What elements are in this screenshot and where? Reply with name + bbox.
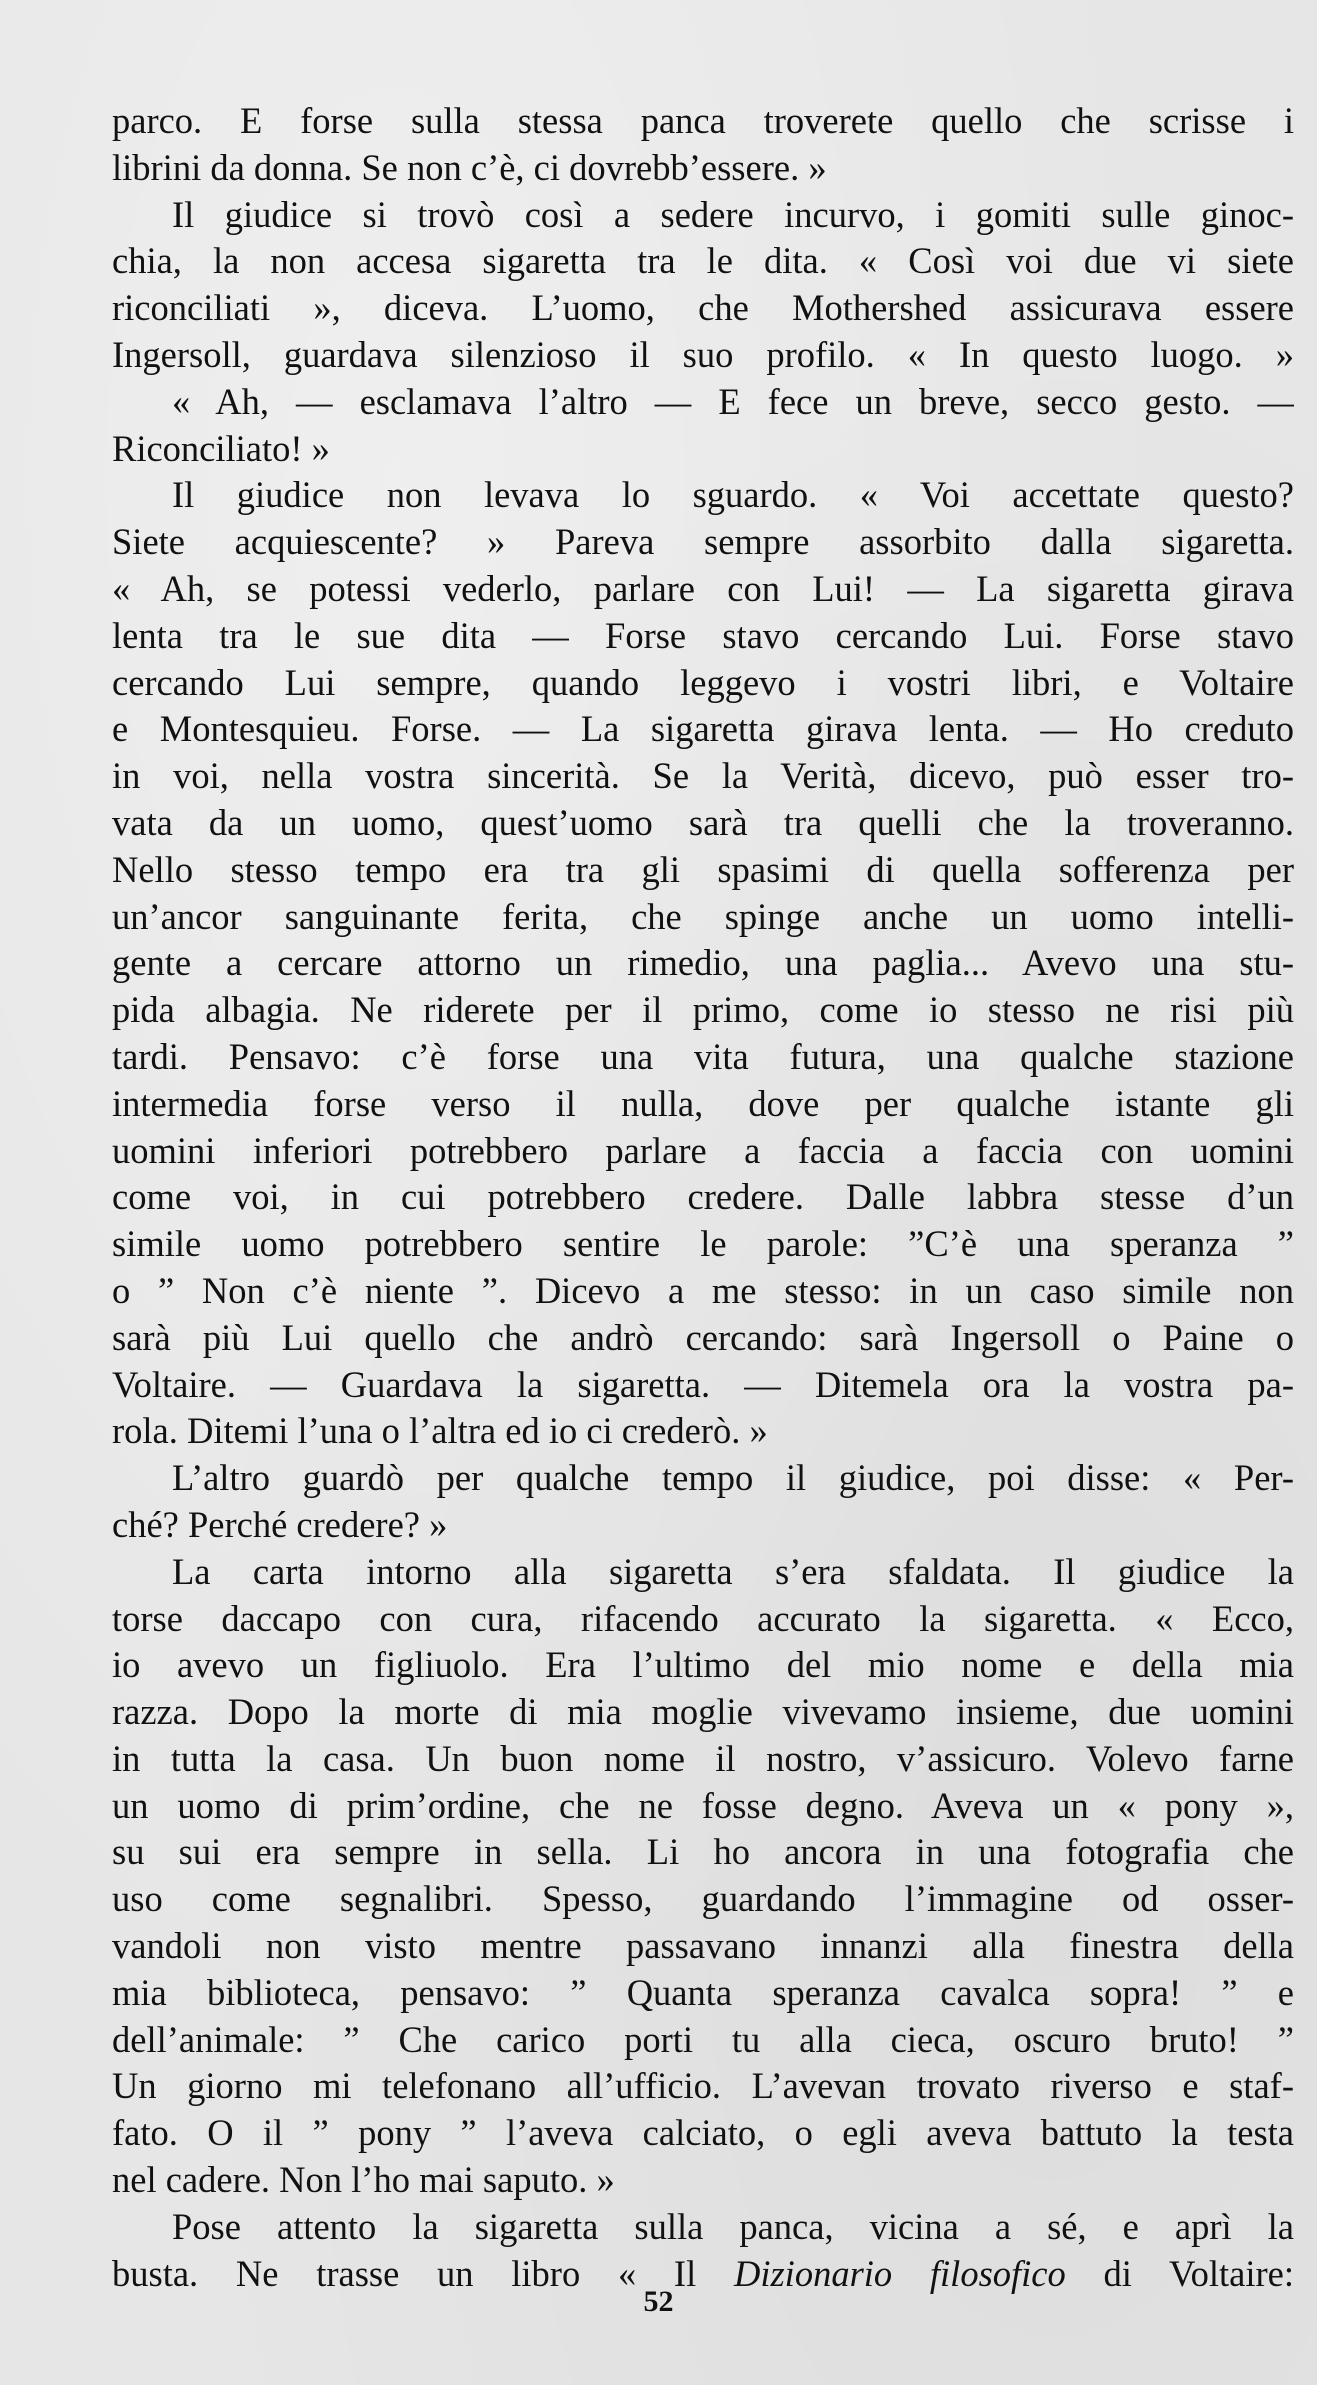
text-line: mia biblioteca, pensavo: ” Quanta speranza cavalca sopra! ” e xyxy=(112,1971,1294,2013)
text-line: lenta tra le sue dita — Forse stavo cercando Lui. Forse stavo xyxy=(112,614,1294,656)
text-line: intermedia forse verso il nulla, dove per qualche istante gli xyxy=(112,1082,1294,1124)
text-line: uso come segnalibri. Spesso, guardando l’immagine od osser- xyxy=(112,1878,1294,1920)
text-line: pida albagia. Ne riderete per il primo, come io stesso ne risi più xyxy=(112,989,1294,1031)
text-line: un uomo di prim’ordine, che ne fosse degno. Aveva un « pony », xyxy=(112,1784,1294,1826)
text-line: uomini inferiori potrebbero parlare a faccia a faccia con uomini xyxy=(112,1129,1294,1171)
text-line: un’ancor sanguinante ferita, che spinge anche un uomo intelli- xyxy=(112,895,1294,937)
text-line: Voltaire. — Guardava la sigaretta. — Ditemela ora la vostra pa- xyxy=(112,1363,1294,1405)
text-line: o ” Non c’è niente ”. Dicevo a me stesso: in un caso simile non xyxy=(112,1269,1294,1311)
text-line: L’altro guardò per qualche tempo il giudice, poi disse: « Per- xyxy=(172,1457,1294,1499)
text-line: sarà più Lui quello che andrò cercando: sarà Ingersoll o Paine o xyxy=(112,1316,1294,1358)
text-line: gente a cercare attorno un rimedio, una paglia... Avevo una stu- xyxy=(112,942,1294,984)
text-line: Il giudice si trovò così a sedere incurvo, i gomiti sulle ginoc- xyxy=(172,193,1294,235)
text-line: busta. Ne trasse un libro « Il Dizionario filosofico di Voltaire: xyxy=(112,2252,1294,2294)
text-line: vata da un uomo, quest’uomo sarà tra quelli che la troveranno. xyxy=(112,801,1294,843)
book-title-italic: Dizionario filosofico xyxy=(733,2252,1066,2294)
text-line: riconciliati », diceva. L’uomo, che Mothershed assicurava essere xyxy=(112,287,1294,329)
text-line: in voi, nella vostra sincerità. Se la Verità, dicevo, può esser tro- xyxy=(112,755,1294,797)
text-line: razza. Dopo la morte di mia moglie vivevamo insieme, due uomini xyxy=(112,1691,1294,1733)
text-line: simile uomo potrebbero sentire le parole: ”C’è una speranza ” xyxy=(112,1223,1294,1265)
text-line: Riconciliato! » xyxy=(112,427,330,469)
text-line: Il giudice non levava lo sguardo. « Voi accettate questo? xyxy=(172,474,1294,516)
text-line: nel cadere. Non l’ho mai saputo. » xyxy=(112,2159,615,2201)
text-line: Siete acquiescente? » Pareva sempre assorbito dalla sigaretta. xyxy=(112,521,1294,563)
page-number: 52 xyxy=(643,2285,674,2318)
text-line: torse daccapo con cura, rifacendo accurato la sigaretta. « Ecco, xyxy=(112,1597,1294,1639)
text-line: librini da donna. Se non c’è, ci dovrebb’essere. » xyxy=(112,146,827,188)
text-line: chia, la non accesa sigaretta tra le dita. « Così voi due vi siete xyxy=(112,240,1294,282)
text-line: e Montesquieu. Forse. — La sigaretta girava lenta. — Ho creduto xyxy=(112,708,1294,750)
text-line: tardi. Pensavo: c’è forse una vita futura, una qualche stazione xyxy=(112,1035,1294,1077)
text-line: vandoli non visto mentre passavano innanzi alla finestra della xyxy=(112,1925,1294,1967)
text-line: Un giorno mi telefonano all’ufficio. L’avevan trovato riverso e staf- xyxy=(112,2065,1294,2107)
text-line: Nello stesso tempo era tra gli spasimi di quella sofferenza per xyxy=(112,848,1294,890)
text-line: cercando Lui sempre, quando leggevo i vostri libri, e Voltaire xyxy=(112,661,1294,703)
text-line: come voi, in cui potrebbero credere. Dalle labbra stesse d’un xyxy=(112,1176,1294,1218)
text-line: « Ah, — esclamava l’altro — E fece un breve, secco gesto. — xyxy=(172,380,1294,422)
text-line: La carta intorno alla sigaretta s’era sfaldata. Il giudice la xyxy=(172,1550,1294,1592)
text-line: Ingersoll, guardava silenzioso il suo profilo. « In questo luogo. » xyxy=(112,333,1294,375)
text-line: Pose attento la sigaretta sulla panca, vicina a sé, e aprì la xyxy=(172,2205,1294,2247)
text-line: ché? Perché credere? » xyxy=(112,1503,448,1545)
text-line: in tutta la casa. Un buon nome il nostro, v’assicuro. Volevo farne xyxy=(112,1737,1294,1779)
text-line: rola. Ditemi l’una o l’altra ed io ci crederò. » xyxy=(112,1410,768,1452)
text-line: « Ah, se potessi vederlo, parlare con Lui! — La sigaretta girava xyxy=(112,567,1294,609)
text-line: dell’animale: ” Che carico porti tu alla cieca, oscuro bruto! ” xyxy=(112,2018,1294,2060)
text-line: parco. E forse sulla stessa panca troverete quello che scrisse i xyxy=(112,100,1294,141)
text-line: io avevo un figliuolo. Era l’ultimo del mio nome e della mia xyxy=(112,1644,1294,1686)
text-line: su sui era sempre in sella. Li ho ancora in una fotografia che xyxy=(112,1831,1294,1873)
text-line: fato. O il ” pony ” l’aveva calciato, o egli aveva battuto la testa xyxy=(112,2112,1294,2154)
page-body-text xyxy=(112,98,1294,2297)
